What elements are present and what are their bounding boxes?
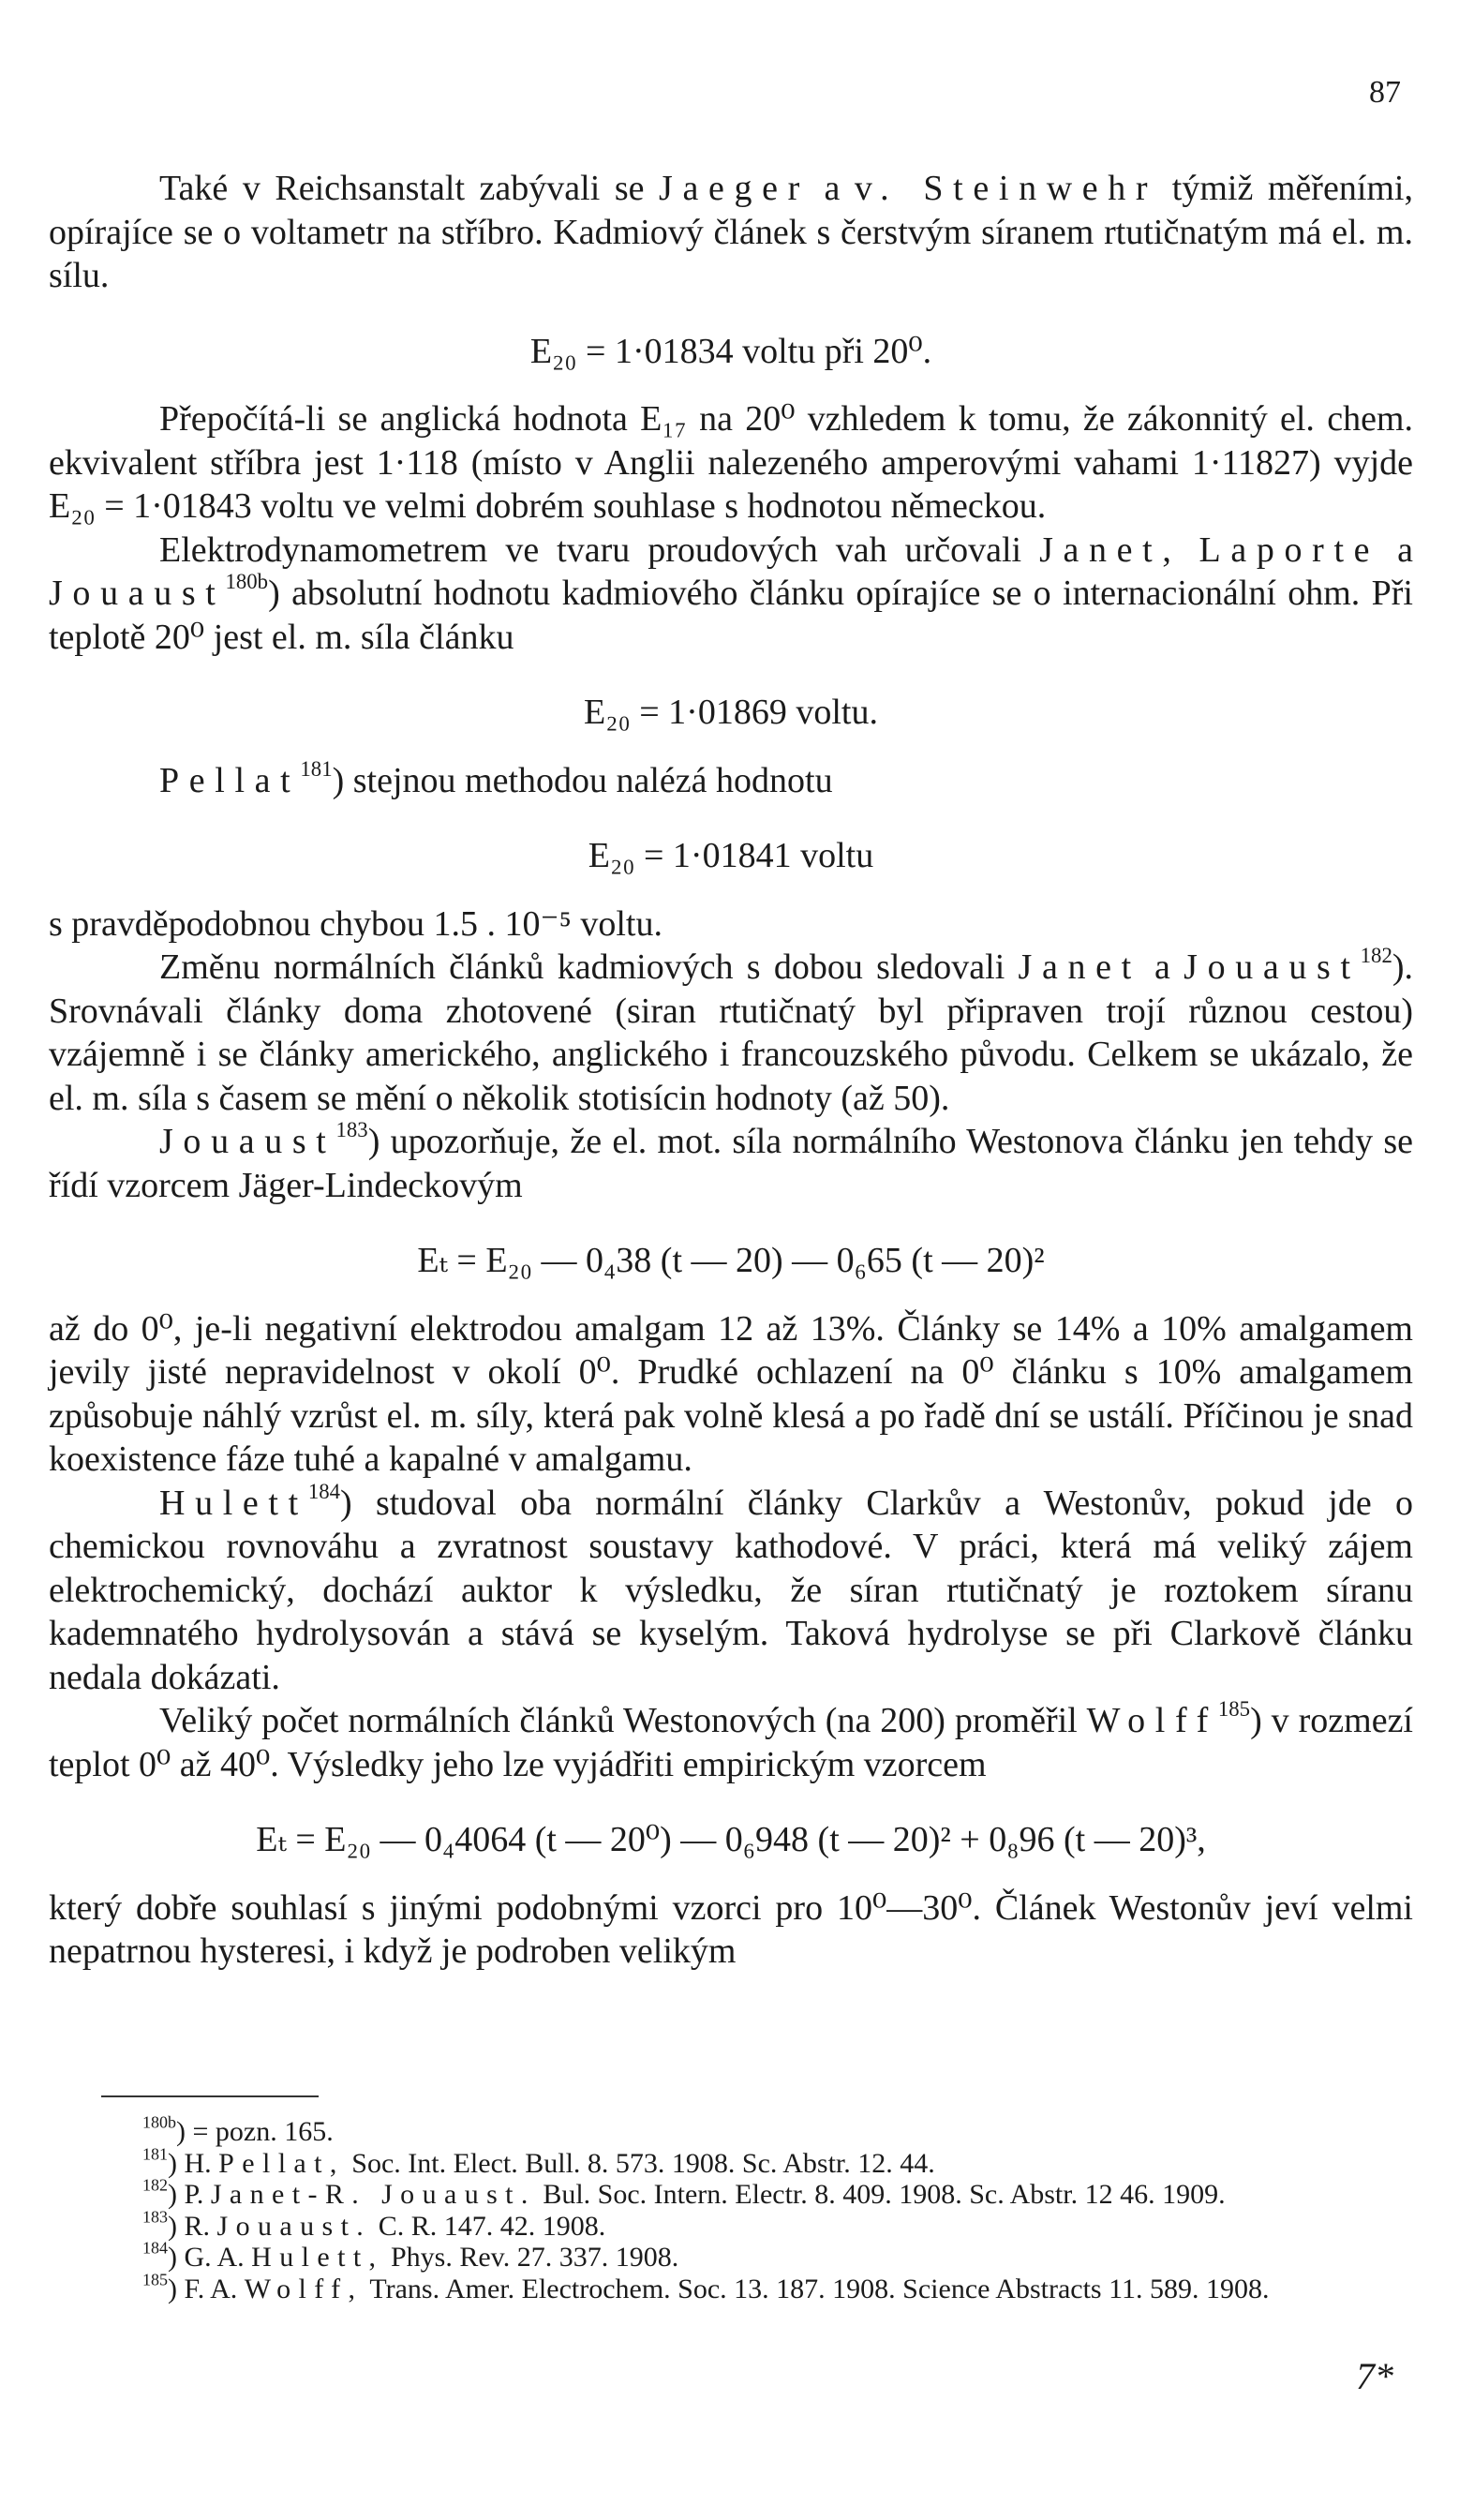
- text-run: ) R.: [168, 2210, 217, 2242]
- paragraph-9: [49, 1479, 1413, 1700]
- text-run: ) G. A.: [168, 2242, 252, 2273]
- author-name: Hulett,: [251, 2242, 384, 2273]
- text-run: ) studoval oba normální články Clarkův a Westonův, pokud jde o chemickou rovnováhu a zvratnost soustavy kathodové. V práci, která má veliký zájem elektrochemický, dochází auktor k výsledku, že síran rtutičnatý je roztokem síranu kademnatého hydrolysován a stává se kyselým. Taková hydrolyse se při Clarkově článku nedala dokázati.: [49, 1483, 1413, 1697]
- author-name: Jouaust: [49, 574, 226, 613]
- author-name: Jouaust: [159, 1122, 336, 1161]
- footnote: [49, 2144, 1413, 2180]
- footnote-mark: 181: [142, 2144, 168, 2163]
- equation-2: E₂₀ = 1·01869 voltu.: [584, 693, 878, 732]
- text-run: Změnu normálních článků kadmiových s dobou sledovali: [159, 947, 1019, 987]
- footnote-divider: [101, 2095, 319, 2097]
- page-number: 87: [1369, 75, 1401, 110]
- footnote-mark: 185: [142, 2270, 168, 2289]
- text-run: týmiž měřeními, opírajíce se o voltametr na stříbro. Kadmiový článek s čerstvým síranem rtutičnatým má el. m. sílu.: [49, 169, 1413, 295]
- text-run: ) P.: [168, 2179, 211, 2210]
- citation-text: C. R. 147. 42. 1908.: [371, 2210, 606, 2242]
- author-name: Janet,: [1039, 529, 1182, 570]
- equation-1: E₂₀ = 1·01834 voltu při 20⁰.: [529, 331, 932, 371]
- paragraph-5: s pravděpodobnou chybou 1.5 . 10⁻⁵ voltu.: [49, 903, 663, 944]
- equation-5: Eₜ = E₂₀ — 0₄4064 (t — 20⁰) — 0₆948 (t — 20)² + 0₈96 (t — 20)³,: [256, 1820, 1206, 1859]
- paragraph-1: [49, 167, 1413, 298]
- text-run: ) H.: [168, 2147, 219, 2179]
- equation-3: E₂₀ = 1·01841 voltu: [588, 836, 874, 875]
- paragraph-3: [49, 529, 1413, 660]
- footnote-ref: 184: [307, 1479, 341, 1503]
- text-run: a: [809, 169, 855, 208]
- paragraph-8: až do 0⁰, je-li negativní elektrodou amalgam 12 až 13%. Články se 14% a 10% amalgamem jevily jisté nepravidelnost v okolí 0⁰. Prudké ochlazení na 0⁰ článku s 10% amalgamem způsobuje náhlý vzrůst el. m. síly, která pak volně klesá a po řadě dní se ustálí. Příčinou je snad koexistence fáze tuhé a kapalné v amalgamu.: [49, 1308, 1413, 1479]
- text-run: ) stejnou methodou nalézá hodnotu: [332, 760, 833, 800]
- text-run: a: [1379, 529, 1414, 570]
- footnote: [49, 2175, 1413, 2211]
- text-run: ) absolutní hodnotu kadmiového článku opírajíce se o internacionální ohm. Při teplotě 20⁰ jest el. m. síla článku: [49, 574, 1413, 657]
- footnote-mark: 182: [142, 2175, 168, 2195]
- footnote-ref: 183: [335, 1117, 368, 1141]
- footnote: [49, 2238, 1413, 2274]
- text-run: [1182, 530, 1199, 570]
- paragraph-10: [49, 1696, 1413, 1786]
- citation-text: Trans. Amer. Electrochem. Soc. 13. 187. 1908. Science Abstracts 11. 589. 1908.: [363, 2273, 1270, 2304]
- footnote: [49, 2112, 1413, 2148]
- author-name: Janet-R. Jouaust.: [210, 2179, 536, 2210]
- paragraph-2: Přepočítá-li se anglická hodnota E₁₇ na 20⁰ vzhledem k tomu, že zákonnitý el. chem. ekvivalent stříbra jest 1·118 (místo v Anglii nalezeného amperovými vahami 1·11827) vyjde E₂₀ = 1·01843 voltu ve velmi dobrém souhlase s hodnotou německou.: [49, 399, 1413, 526]
- text-run: ) F. A.: [168, 2273, 245, 2304]
- footnote-mark: 183: [142, 2207, 168, 2226]
- author-name: Wolff: [1086, 1701, 1218, 1740]
- text-run: Elektrodynamometrem ve tvaru proudových vah určovali: [159, 529, 1040, 570]
- signature-mark: 7*: [1356, 2355, 1393, 2397]
- footnote-ref: 180b: [225, 569, 269, 593]
- author-name: Jaeger: [659, 169, 810, 208]
- paragraph-11: který dobře souhlasí s jinými podobnými vzorci pro 10⁰—30⁰. Článek Westonův jeví velmi nepatrnou hysteresi, i když je podroben velikým: [49, 1887, 1413, 1971]
- equation-4: Eₜ = E₂₀ — 0₄38 (t — 20) — 0₆65 (t — 20)²: [417, 1241, 1045, 1280]
- citation-text: Soc. Int. Elect. Bull. 8. 573. 1908. Sc. Abstr. 12. 44.: [344, 2147, 935, 2179]
- citation-text: Bul. Soc. Intern. Electr. 8. 409. 1908. Sc. Abstr. 12 46. 1909.: [535, 2179, 1226, 2210]
- text-run: Veliký počet normálních článků Westonových (na 200) proměřil: [159, 1701, 1087, 1740]
- text-run: ). Srovnávali články doma zhotovené (siran rtutičnatý byl připraven trojí různou cestou) vzájemně i se články amerického, anglického i francouzského původu. Celkem se ukázalo, že el. m. síla s časem se mění o několik stotisícin hodnoty (až 50).: [49, 947, 1413, 1118]
- footnote-mark: 180b: [142, 2112, 176, 2132]
- author-name: Hulett: [159, 1483, 308, 1523]
- author-name: v. Steinwehr: [854, 169, 1158, 208]
- text-run: ) v rozmezí teplot 0⁰ až 40⁰. Výsledky jeho lze vyjádřiti empirickým vzorcem: [49, 1701, 1413, 1784]
- footnote-mark: 184: [142, 2238, 168, 2258]
- author-name: Laporte: [1198, 529, 1380, 570]
- citation-text: Phys. Rev. 27. 337. 1908.: [383, 2242, 679, 2273]
- text-run: Také v Reichsanstalt zabývali se: [159, 169, 660, 208]
- text-run: ) upozorňuje, že el. mot. síla normálního Westonova článku jen tehdy se řídí vzorcem Jäger-Lindeckovým: [49, 1122, 1413, 1205]
- author-name: Pellat: [159, 760, 301, 800]
- author-name: Janet: [1018, 947, 1141, 987]
- author-name: Jouaust.: [216, 2210, 372, 2242]
- paragraph-7: [49, 1117, 1413, 1207]
- body-text: [49, 167, 1413, 1974]
- footnote-ref: 181: [300, 756, 333, 781]
- text-run: a: [1140, 947, 1184, 987]
- footnote-ref: 185: [1217, 1696, 1251, 1721]
- footnote: [49, 2270, 1413, 2305]
- author-name: Pellat,: [218, 2147, 345, 2179]
- paragraph-4: [49, 756, 1413, 803]
- author-name: Jouaust: [1184, 947, 1361, 987]
- citation-text: ) = pozn. 165.: [176, 2116, 334, 2147]
- footnotes: [49, 2112, 1413, 2304]
- paragraph-6: [49, 943, 1413, 1120]
- footnote: [49, 2207, 1413, 2243]
- author-name: Wolff,: [244, 2273, 364, 2304]
- footnote-ref: 182: [1360, 943, 1392, 967]
